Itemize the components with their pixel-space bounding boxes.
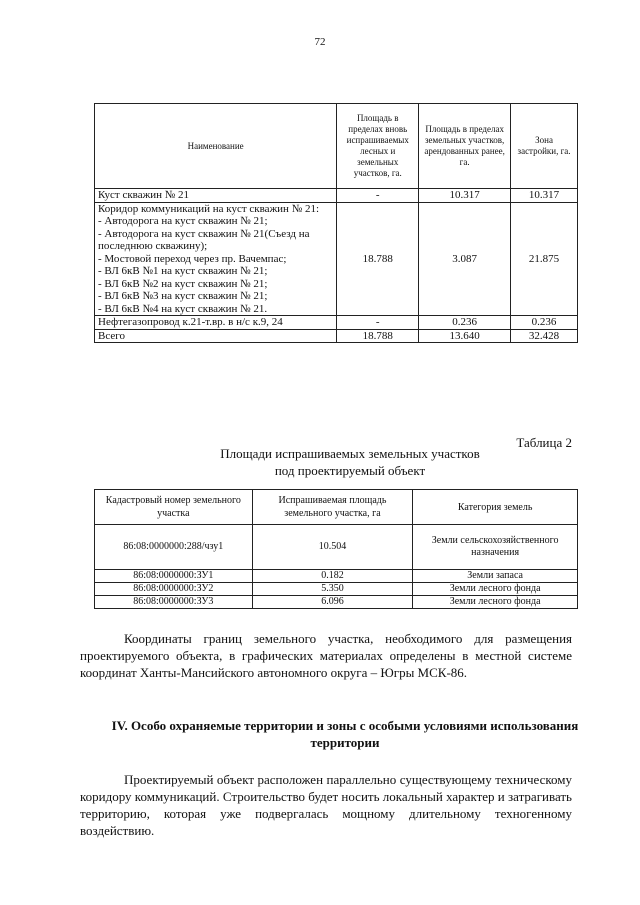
cell-zone: 21.875: [511, 202, 578, 316]
cell-area: 5.350: [252, 583, 413, 596]
table-row: [95, 583, 578, 596]
cadastral-table: [94, 489, 578, 609]
cell-category: Земли лесного фонда: [413, 596, 578, 609]
paragraph-coordinates: Координаты границ земельного участка, необходимого для размещения проектируемого объекта, в графических материалах определены в местной системе координат Ханты-Мансийского автономного округа – Югры МСК-86.: [80, 631, 572, 680]
header-category: Категория земель: [413, 490, 578, 525]
cell-cadastral: 86:08:0000000:288/чзу1: [95, 525, 253, 570]
cell-zone: 32.428: [511, 329, 578, 343]
cell-name-multiline: [95, 202, 337, 316]
cell-cadastral: 86:08:0000000:ЗУ3: [95, 596, 253, 609]
cell-category: Земли запаса: [413, 570, 578, 583]
cell-area-leased: 0.236: [419, 316, 511, 330]
table-caption: Таблица 2: [516, 435, 572, 450]
cell-area-new: 18.788: [337, 329, 419, 343]
cell-name: Всего: [95, 329, 337, 343]
cell-area: 10.504: [252, 525, 413, 570]
table-row: [95, 570, 578, 583]
table-row: [95, 316, 578, 330]
header-name: Наименование: [95, 104, 337, 189]
cell-cadastral: 86:08:0000000:ЗУ1: [95, 570, 253, 583]
table-title: [0, 445, 640, 479]
name-line: - Автодорога на куст скважин № 21;: [98, 215, 268, 227]
cell-area: 0.182: [252, 570, 413, 583]
name-line: - Автодорога на куст скважин № 21(Съезд на последнюю скважину);: [98, 227, 310, 252]
cell-area-new: -: [337, 316, 419, 330]
table-row: [95, 525, 578, 570]
table-title-line: под проектируемый объект: [274, 463, 426, 478]
table-row: [95, 596, 578, 609]
header-area-new: Площадь в пределах вновь испрашиваемых лесных и земельных участков, га.: [337, 104, 419, 189]
cell-area-leased: 10.317: [419, 189, 511, 203]
cell-name: Куст скважин № 21: [95, 189, 337, 203]
header-area-leased: Площадь в пределах земельных участков, арендованных ранее, га.: [419, 104, 511, 189]
section-heading: IV. Особо охраняемые территории и зоны с особыми условиями использования территории: [111, 718, 579, 750]
table-row: [95, 202, 578, 316]
cell-area-new: 18.788: [337, 202, 419, 316]
name-line: Коридор коммуникаций на куст скважин № 21:: [98, 202, 319, 215]
cell-zone: 10.317: [511, 189, 578, 203]
table-row: [95, 189, 578, 203]
table-total-row: [95, 329, 578, 343]
cell-area-leased: 3.087: [419, 202, 511, 316]
cell-category: Земли лесного фонда: [413, 583, 578, 596]
cell-area-leased: 13.640: [419, 329, 511, 343]
cell-area-new: -: [337, 189, 419, 203]
name-line: - Мостовой переход через пр. Вачемпас;: [98, 252, 287, 265]
cell-name: Нефтегазопровод к.21-т.вр. в н/с к.9, 24: [95, 316, 337, 330]
name-line: - ВЛ 6кВ №3 на куст скважин № 21;: [98, 290, 268, 302]
area-table: [94, 103, 578, 343]
cell-category: Земли сельскохозяйственного назначения: [413, 525, 578, 570]
table-header-row: [95, 104, 578, 189]
table-title-line: Площади испрашиваемых земельных участков: [220, 446, 480, 461]
paragraph-object-location: Проектируемый объект расположен параллельно существующему техническому коридору коммуникаций. Строительство будет носить локальный характер и затрагивать территорию, которая уже подвергалась мощному длительному техногенному воздействию.: [80, 772, 572, 838]
header-cadastral: Кадастровый номер земельного участка: [95, 490, 253, 525]
name-line: - ВЛ 6кВ №2 на куст скважин № 21;: [98, 277, 268, 290]
cell-area: 6.096: [252, 596, 413, 609]
cell-cadastral: 86:08:0000000:ЗУ2: [95, 583, 253, 596]
page-number: 72: [314, 36, 326, 48]
name-line: - ВЛ 6кВ №4 на куст скважин № 21.: [98, 302, 268, 315]
header-area: Испрашиваемая площадь земельного участка, га: [252, 490, 413, 525]
cell-zone: 0.236: [511, 316, 578, 330]
header-zone: Зона застройки, га.: [511, 104, 578, 189]
table-header-row: [95, 490, 578, 525]
name-line: - ВЛ 6кВ №1 на куст скважин № 21;: [98, 265, 268, 277]
